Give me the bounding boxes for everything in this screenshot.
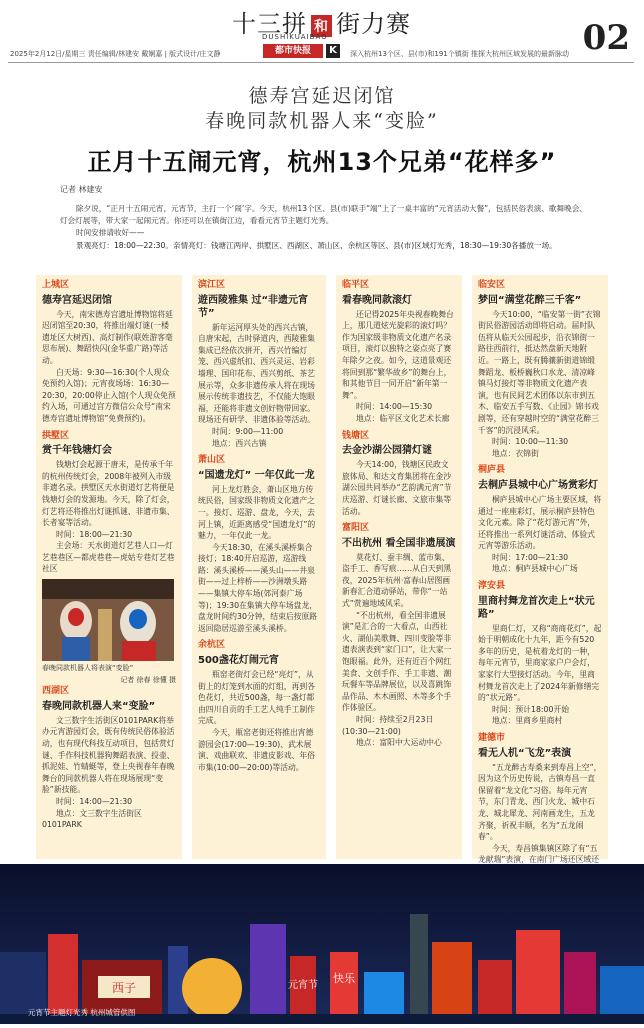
event-title: 里商村舞龙首次走上“状元路” <box>478 595 595 620</box>
event-body: 里商仁灯，又称“商商花灯”，起始于明朝成化十九年，距今有520多年的历史，是杭着龙灯的一种，每年元宵节，里商家家户户会灯，家家行大型接灯活动。今年，里商村舞龙首次走上了2024年新修缮完的“状元路”。 <box>478 623 602 703</box>
event-detail: 时间：14:00—15:30 <box>356 402 433 412</box>
event-detail: 今天18:30，在溪头溪桥集合接灯；18:40开启巡游，巡游线路：溪头溪桥——溪头山——井泉街——过上梓桥——沙洲墩头路——集镇大停车场(郊河泰广场等)；19:30在集镇大停车场盘龙，盘龙时间约30分钟，结束后按原路返回隐居巡游至溪头溪桥。 <box>198 542 318 633</box>
event-body: 今天10:00，“临安第一街”衣锦街民俗游园活动即将启动。届时队伍将从临天公园起步，沿衣锦街一路往西前行，抵达然盘新天地附近。一路上，既有腾骧新街道锦缎舞蹈龙、板桥巍秋口水龙、清凉峰镇马灯接灯等非物质文化遗产表演，也有民间艺术团体以东市到五木、临安五手写数、《止园》锦书戏剧等，还有穿越时空的“满堂花醉三千客”的沉浸风采。 <box>478 309 601 435</box>
event-title: 去金沙湖公园猜灯谜 <box>342 445 432 457</box>
region-label: 富阳区 <box>342 523 370 534</box>
event-title: 去桐庐县城中心广场赏彩灯 <box>478 479 598 491</box>
region-label: 淳安县 <box>478 581 506 592</box>
event-title: 不出杭州 看全国非遗展演 <box>342 537 456 549</box>
event-title: 看春晚同款滚灯 <box>342 294 412 306</box>
page-number: 02 <box>582 18 630 58</box>
event-title: 500盏花灯闹元宵 <box>198 655 279 667</box>
event-detail: 时间：17:00—21:30 <box>492 552 569 562</box>
column-4 <box>472 275 608 865</box>
event-detail: 地点：里商乡里商村 <box>492 716 563 726</box>
event-body: 文三数字生活街区0101PARK将举办元宵游园灯会，既有传统民俗体验活动，也有现代科技互动项目，包括赏灯谜、手作科技机器狗舞蹈表演、投壶、抓泥娃、竹蜻蜓等，登上央视春年春晚舞台的同款机器人将在现场展现“变脸”新技能。 <box>42 715 175 795</box>
section-title: 十三拼 和 街力赛 <box>232 10 411 38</box>
event-detail: 地点：富阳中大运动中心 <box>356 738 442 748</box>
event-title: 德寿宫延迟闭馆 <box>42 294 112 306</box>
event-detail: “不出杭州，看全国非遗展演”是汇合的一大看点，山西社火、湖仙美歌舞、四川变脸等非遗表演表到“家门口”，让大家一饱眼福。此外，还有近百个网红美食、文创手作、手工非遗、潮玩餐车等品牌展位，以及喜跳饰品作品、木木画照、木等多个手作体验区。 <box>342 610 452 713</box>
column-2 <box>192 275 326 859</box>
banner-sign-left: 西子 <box>111 981 137 995</box>
column-1 <box>36 275 182 859</box>
region-label: 萧山区 <box>198 455 226 466</box>
event-body: 桐庐县城中心广场主要区域，将通过一座座彩灯，展示桐庐县特色文化元素。除了“花灯游元宵”外，还将推出一系列灯谜活动、体验式元宵等游乐活动。 <box>478 494 602 551</box>
region-label: 余杭区 <box>198 640 226 651</box>
skyline-banner <box>0 864 644 1024</box>
region-label: 上城区 <box>42 280 70 290</box>
event-title: “国遗龙灯” 一年仅此一龙 <box>198 469 315 481</box>
event-detail: 今天，寿昌镇集镇区除了有“五龙献瑞”表演，在南门广场还区域还 <box>478 843 599 865</box>
brand-logo: 都市快报 <box>263 44 323 58</box>
event-title: 赏千年钱塘灯会 <box>42 445 112 457</box>
region-label: 西湖区 <box>42 686 70 697</box>
brand-k-icon: K <box>326 44 340 58</box>
event-detail: 白天场：9:30—16:30(个人现众免预约入馆)；元宵夜场场：16:30—20:30，20:00停止入馆(个人现众免预约入场，可通过宫方微信公众号“南宋德寿宫遗址博物馆”免费预约)。 <box>42 367 176 423</box>
kicker-line-1: 德寿宫延迟闭馆 <box>248 85 396 107</box>
region-label: 滨江区 <box>198 280 226 290</box>
article-header <box>0 84 644 177</box>
photo-caption: 春晚同款机器人将表演“变脸” <box>42 664 134 673</box>
event-body: 河上龙灯胜会，萧山区地方传统民俗，国家级非物质文化遗产之一。接灯、巡游、盘龙，今天，去河上镇，近距离感受“国遗龙灯”的魅力，一年仅此一龙。 <box>198 484 316 541</box>
region-label: 临平区 <box>342 280 370 290</box>
event-title: 春晚同款机器人来“变脸” <box>42 700 156 712</box>
event-detail: 时间：持续至2月23日(10:30—21:00) <box>342 715 434 736</box>
region-label: 拱墅区 <box>42 430 70 441</box>
masthead <box>0 0 644 64</box>
event-detail: 时间：9:00—11:00 <box>212 426 284 436</box>
intro-paragraph: 除夕说，“正月十五闹元宵，元宵节，主打一个‘闹’字。今天，杭州13个区、县(市)联手“端”上了一桌丰富的“元宵活动大餐”，包括民俗表演、歌舞晚会、灯会灯展等，带大家一起闹元宵。你还可以在镇街江边，看看元宵节主题灯光秀。 <box>60 204 587 225</box>
intro <box>60 203 588 252</box>
brand-subtitle: DUSHIKUAIBAO <box>262 33 328 41</box>
section-mark: 和 <box>311 15 332 37</box>
region-label: 临安区 <box>478 280 506 290</box>
robot-opera-illustration <box>42 579 174 661</box>
event-detail: 时间：18:00—21:30 <box>56 529 133 539</box>
robot-photo <box>42 579 174 661</box>
region-label: 桐庐县 <box>478 465 506 476</box>
event-detail: 地点：文三数字生活街区0101PARK <box>42 808 142 830</box>
region-label: 钱塘区 <box>342 430 370 441</box>
event-body: 还记得2025年央视春晚舞台上，那几道炫光旋彩的滚灯吗？作为国家级非物质文化遗产名录项目，滚灯以独特之姿点亮了赛年除夕之夜。如今，这道景观还将回到那“繁华故乡”的舞台上，和其他节目一同开启“新年第一舞”。 <box>342 309 454 400</box>
kicker-line-2: 春晚同款机器人来“变脸” <box>205 110 439 132</box>
event-detail: 地点：西兴古镇 <box>212 438 267 448</box>
event-detail: 地点：衣锦街 <box>492 448 539 458</box>
event-detail: 时间：14:00—21:30 <box>56 797 133 806</box>
dateline: 2025年2月12日/星期三 责任编辑/林建安 戴娴嘉 | 版式设计/庄文静 <box>10 50 221 58</box>
times-label: 时间安排请收好—— <box>76 228 145 237</box>
event-detail: 地点：桐庐县城中心广场 <box>492 564 578 574</box>
event-body: 今天14:00，钱塘区民政文旅体局、和达文育集团将在金沙湖公园共同举办“艺韵满元宵”节庆巡游、灯谜长廊、文旅市集等活动。 <box>342 460 452 516</box>
event-body: 钱塘灯会起源于唐末，是传承千年的杭州传统灯会，2008年被列入市级非遗名录。拱墅区天水街道灯艺将便是钱塘灯会的发源地。今天，除了灯会，灯艺将还将推出灯谜抓谜、非遗市集、长者宴等活动。 <box>42 460 175 528</box>
event-title: 遊西陵雅集 过“非遗元宵节” <box>198 294 309 319</box>
event-body: 瓶窑老街灯会已经“亮灯”，从街上的灯笼到水面的灯组，再到各色花灯，共近500盏，每一盏灯都由四川自贡的手工艺人纯手工制作完成。 <box>198 670 315 726</box>
headline: 正月十五闹元宵，杭州13个兄弟“花样多” <box>87 148 557 176</box>
banner-sign-right: 元宵节 <box>288 980 318 991</box>
tagline: 深入杭州13个区、县(市)和191个镇街 推探大杭州区域发展的最新脉动 <box>350 50 569 58</box>
banner-sign-mid: 快乐 <box>333 972 355 985</box>
event-title: 看无人机“飞龙”表演 <box>478 747 572 759</box>
column-3 <box>336 275 462 859</box>
masthead-divider <box>8 62 634 63</box>
event-title: 梦回“满堂花醉三千客” <box>478 294 582 306</box>
event-body: 今天，南宋德寿宫遗址博物馆将延迟闭馆至20:30，将推出端灯谜(一楼遗址区大树西)、高灯制作(联姓游客毫思布展)、舞蹈快闪(金华重广路)等活动。 <box>42 309 173 365</box>
event-body: 新年运河厚头处的西兴古镇，自唐宋起，古时驿道内，西陵雅集集成已经依次拼开，西兴竹编灯笼、西兴虚纸扣、西兴灵运、岩彩墙理、国印花布、西兴剪纸、茶艺展示等，众多非遗传承人将在现场展示传统非遗技艺，不仅能大饱眼福，还能将非遗文创好物带回家。现场还有研学、非遗体验等活动。 <box>198 322 315 425</box>
photo-credit: 记者 徐春 徐懂 摄 <box>120 675 176 684</box>
light-show-times: 景观亮灯：18:00—22:30。亲情亮灯：钱塘江两岸、拱墅区、西湖区、萧山区、余杭区等区、县(市)区域灯光秀，18:30—19:30各播放一场。 <box>76 241 557 250</box>
night-skyline-illustration <box>0 864 644 1024</box>
event-detail: 时间：预计18:00开始 <box>492 704 570 714</box>
event-detail: 今天，瓶窑老街还将推出宵德游园会(17:00—19:30)、武术展演、戏曲联欢、非遗皮影戏、年俗市集(10:00—20:00)等活动。 <box>198 728 315 772</box>
event-detail: 地点：临平区文化艺术长廊 <box>356 413 450 423</box>
event-detail: 主会场：天水街道灯艺巷人口—灯艺巷巷区—都虎巷巷—虎姑专巷灯艺巷社区 <box>42 541 175 574</box>
banner-caption: 元宵节主题灯光秀 杭州城管供图 <box>28 1008 136 1017</box>
event-body: “五龙醉古寿桑来到寿昌上空”，因为这个历史传说，古镇寿昌一直保留着“龙文化”习俗。每年元宵节，东门青龙、西门火龙、城中石龙、城北犀龙、河南画龙生，五龙齐聚，祈祝丰顺，名为“五龙闹春”。 <box>478 762 602 842</box>
region-label: 建德市 <box>478 733 506 743</box>
event-detail: 时间：10:00—11:30 <box>492 437 569 447</box>
byline: 记者 林建安 <box>60 185 103 194</box>
event-body: 莫花灯、蚕丰绸、蓝市集、盗手工、香写痕……从白天到黑夜，2025年杭州·富春山居图画新春汇合道动驿站，带你“一站式”赏遍地域风采。 <box>342 552 452 609</box>
